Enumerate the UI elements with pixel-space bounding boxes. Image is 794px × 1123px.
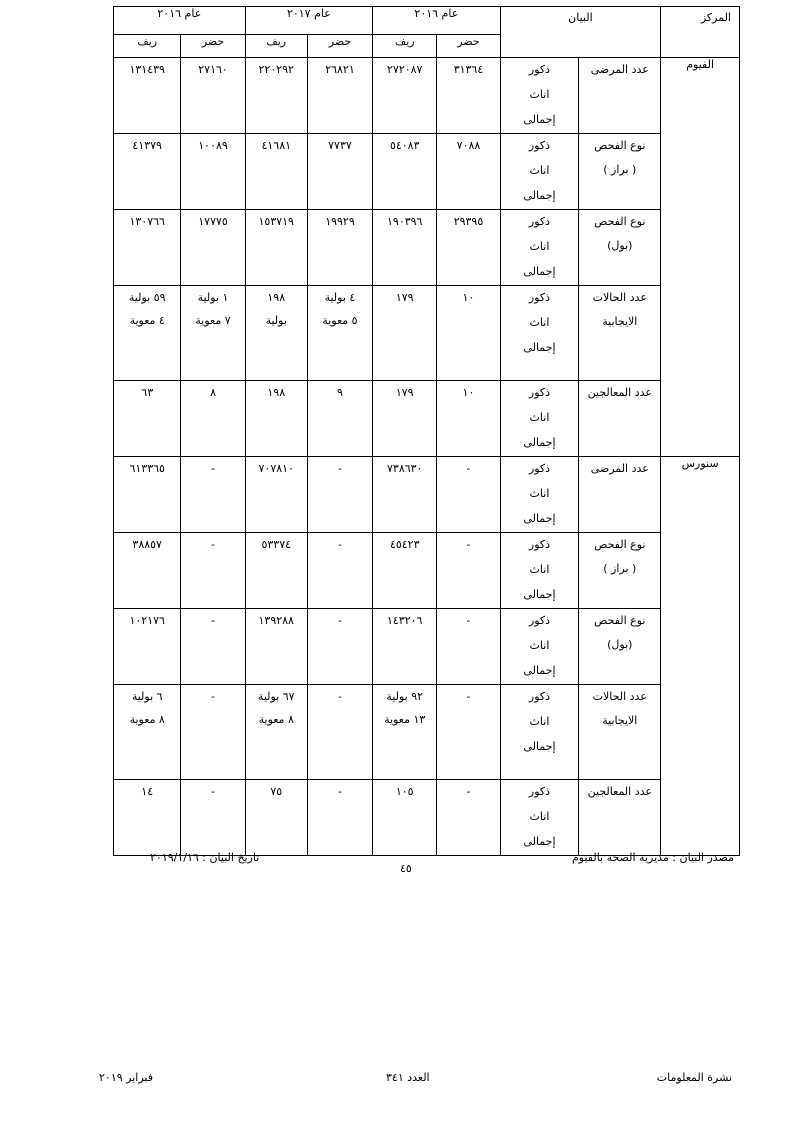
gender-label: ذكور <box>528 139 551 152</box>
value-cell <box>114 134 181 210</box>
gender-label: اناث <box>529 810 550 823</box>
value-line: ٢٩٣٩٥ <box>453 215 484 228</box>
value-cell <box>373 58 437 134</box>
value-line: ٥٩ بولية <box>128 291 166 304</box>
gender-label: اناث <box>529 639 550 652</box>
value-cell <box>245 780 307 856</box>
gender-label: اناث <box>529 88 550 101</box>
table-row <box>114 533 740 609</box>
value-cell <box>181 780 245 856</box>
header-urban: حضر <box>307 35 372 58</box>
value-line: - <box>211 614 216 627</box>
value-line: ٩ <box>337 386 343 399</box>
header-year: عام ٢٠١٧ <box>245 7 372 35</box>
value-line: ٥٣٣٧٤ <box>261 538 292 551</box>
header-year: عام ٢٠١٦ <box>373 7 500 35</box>
value-cell <box>181 457 245 533</box>
value-line: ١٤٣٢٠٦ <box>387 614 423 627</box>
gender-list <box>500 210 579 286</box>
gender-label: إجمالى <box>523 189 556 202</box>
value-line: ١٧٩ <box>395 386 414 399</box>
statement-label <box>579 286 661 381</box>
value-line: - <box>466 462 471 475</box>
value-cell <box>245 533 307 609</box>
value-cell <box>373 381 437 457</box>
value-line: ٧ معوية <box>195 314 231 327</box>
table-row <box>114 685 740 780</box>
bulletin-name: نشرة المعلومات <box>656 1071 732 1084</box>
value-line: ١٩٨ <box>267 386 286 399</box>
value-line: ٤ معوية <box>129 314 165 327</box>
value-cell <box>181 286 245 381</box>
gender-label: إجمالى <box>523 113 556 126</box>
value-cell <box>114 286 181 381</box>
value-cell <box>245 134 307 210</box>
value-line: ٢٧٢٠٨٧ <box>387 63 423 76</box>
value-line: ١٣ معوية <box>384 713 426 726</box>
value-cell <box>437 286 500 381</box>
statement-label-line: عدد المرضى <box>590 462 649 475</box>
value-cell <box>437 685 500 780</box>
header-statement: البيان <box>500 7 661 58</box>
issue-month: فبراير ٢٠١٩ <box>99 1071 153 1084</box>
value-line: ١٩٩٢٩ <box>325 215 355 228</box>
value-line: ١٣٩٢٨٨ <box>258 614 294 627</box>
value-line: ٦ بولية <box>131 690 163 703</box>
value-line: ٧٠٧٨١٠ <box>258 462 294 475</box>
table-row <box>114 381 740 457</box>
value-line: - <box>466 785 471 798</box>
statement-label-line: عدد المعالجين <box>587 785 652 798</box>
gender-label: ذكور <box>528 462 551 475</box>
value-cell <box>307 685 372 780</box>
statement-label-line: الايجابية <box>602 315 638 328</box>
gender-label: إجمالى <box>523 835 556 848</box>
value-line: - <box>211 785 216 798</box>
statement-label <box>579 210 661 286</box>
value-cell <box>373 457 437 533</box>
source-note: مصدر البيان : مديرية الصحة بالفيوم <box>571 851 734 864</box>
value-line: ٥٤٠٨٣ <box>389 139 420 152</box>
value-line: - <box>337 462 342 475</box>
value-cell <box>307 457 372 533</box>
value-line: - <box>466 614 471 627</box>
statement-label-line: عدد الحالات <box>592 291 647 304</box>
header-rural: ريف <box>373 35 437 58</box>
value-cell <box>307 58 372 134</box>
value-cell <box>373 685 437 780</box>
value-cell <box>437 134 500 210</box>
statement-label <box>579 381 661 457</box>
gender-label: اناث <box>529 563 550 576</box>
value-cell <box>307 381 372 457</box>
value-line: ١٧٩ <box>395 291 414 304</box>
value-line: - <box>211 462 216 475</box>
center-name: سنورس <box>661 457 740 856</box>
value-cell <box>181 210 245 286</box>
gender-label: اناث <box>529 487 550 500</box>
gender-list <box>500 457 579 533</box>
gender-label: إجمالى <box>523 740 556 753</box>
value-cell <box>181 685 245 780</box>
value-cell <box>373 533 437 609</box>
value-line: ٧٠٨٨ <box>456 139 481 152</box>
gender-label: ذكور <box>528 690 551 703</box>
table-row <box>114 58 740 134</box>
statement-label <box>579 58 661 134</box>
value-cell <box>373 210 437 286</box>
statement-label-line: ( براز ) <box>603 562 637 575</box>
value-cell <box>181 609 245 685</box>
table-row <box>114 609 740 685</box>
value-line: ١٣٠٧٦٦ <box>129 215 165 228</box>
value-line: - <box>337 690 342 703</box>
value-cell <box>114 533 181 609</box>
header-rural: ريف <box>114 35 181 58</box>
value-line: ٢٢٠٢٩٢ <box>258 63 294 76</box>
value-cell <box>307 134 372 210</box>
value-line: ١٥٣٧١٩ <box>258 215 294 228</box>
value-line: ٤١٣٧٩ <box>132 139 162 152</box>
statement-label-line: الايجابية <box>602 714 638 727</box>
value-line: - <box>337 614 342 627</box>
statement-label-line: نوع الفحص <box>594 215 646 228</box>
value-cell <box>437 210 500 286</box>
value-cell <box>245 609 307 685</box>
gender-list <box>500 780 579 856</box>
gender-label: ذكور <box>528 63 551 76</box>
value-cell <box>245 58 307 134</box>
gender-label: إجمالى <box>523 664 556 677</box>
value-cell <box>307 210 372 286</box>
table-row <box>114 210 740 286</box>
value-cell <box>373 286 437 381</box>
value-line: - <box>337 538 342 551</box>
value-cell <box>437 780 500 856</box>
value-cell <box>114 685 181 780</box>
value-cell <box>437 381 500 457</box>
gender-label: ذكور <box>528 291 551 304</box>
value-line: ٧٧٣٧ <box>328 139 352 152</box>
table-row <box>114 286 740 381</box>
value-line: ١٩٠٣٩٦ <box>387 215 423 228</box>
value-line: ١٧٧٧٥ <box>198 215 228 228</box>
value-line: ١٠ <box>462 291 475 304</box>
header-urban: حضر <box>437 35 500 58</box>
value-cell <box>437 533 500 609</box>
value-line: ٨ معوية <box>258 713 294 726</box>
gender-label: إجمالى <box>523 512 556 525</box>
value-line: - <box>211 690 216 703</box>
value-line: ٩٢ بولية <box>386 690 424 703</box>
gender-list <box>500 381 579 457</box>
value-line: ٦٣ <box>141 386 154 399</box>
value-line: ٤ بولية <box>324 291 356 304</box>
value-line: ٤٥٤٢٣ <box>389 538 420 551</box>
value-line: ٧٣٨٦٣٠ <box>387 462 423 475</box>
value-line: ١٤ <box>141 785 154 798</box>
value-cell <box>114 381 181 457</box>
data-table <box>113 6 740 856</box>
gender-label: ذكور <box>528 614 551 627</box>
value-line: - <box>466 690 471 703</box>
value-line: ٧٥ <box>270 785 283 798</box>
gender-label: اناث <box>529 715 550 728</box>
gender-list <box>500 685 579 780</box>
statement-label-line: عدد المعالجين <box>587 386 652 399</box>
statement-label-line: نوع الفحص <box>594 614 646 627</box>
header-year: عام ٢٠١٦ <box>114 7 246 35</box>
gender-list <box>500 533 579 609</box>
value-line: ٨ <box>210 386 216 399</box>
table-body <box>114 58 740 856</box>
gender-label: اناث <box>529 411 550 424</box>
value-line: ١٩٨ <box>267 291 286 304</box>
value-line: ٦٧ بولية <box>257 690 295 703</box>
gender-label: إجمالى <box>523 436 556 449</box>
statement-label-line: نوع الفحص <box>594 139 646 152</box>
value-cell <box>245 381 307 457</box>
gender-label: ذكور <box>528 538 551 551</box>
gender-list <box>500 134 579 210</box>
statement-label <box>579 134 661 210</box>
gender-label: إجمالى <box>523 265 556 278</box>
page-number: ٤٥ <box>400 862 412 875</box>
value-cell <box>181 381 245 457</box>
table-row <box>114 780 740 856</box>
value-line: ١٠ <box>462 386 475 399</box>
statement-label-line: عدد الحالات <box>592 690 647 703</box>
value-cell <box>114 609 181 685</box>
gender-list <box>500 58 579 134</box>
value-line: ٨ معوية <box>129 713 165 726</box>
gender-list <box>500 609 579 685</box>
value-cell <box>307 286 372 381</box>
value-line: ٤١٦٨١ <box>261 139 292 152</box>
gender-list <box>500 286 579 381</box>
value-cell <box>437 457 500 533</box>
value-cell <box>245 457 307 533</box>
gender-label: ذكور <box>528 785 551 798</box>
statement-label <box>579 685 661 780</box>
statement-label-line: ( براز ) <box>603 163 637 176</box>
value-cell <box>245 210 307 286</box>
value-cell <box>114 58 181 134</box>
value-line: ١ بولية <box>197 291 229 304</box>
value-cell <box>181 58 245 134</box>
value-cell <box>373 609 437 685</box>
value-line: ٣١٣٦٤ <box>453 63 484 76</box>
statement-label <box>579 609 661 685</box>
header-rural: ريف <box>245 35 307 58</box>
statement-label <box>579 780 661 856</box>
table-row <box>114 457 740 533</box>
gender-label: اناث <box>529 316 550 329</box>
value-line: ٦١٣٣٦٥ <box>129 462 165 475</box>
value-cell <box>245 286 307 381</box>
header-center: المركز <box>661 7 740 58</box>
value-line: ٢٦٨٢١ <box>325 63 355 76</box>
value-cell <box>307 609 372 685</box>
gender-label: إجمالى <box>523 341 556 354</box>
gender-label: إجمالى <box>523 588 556 601</box>
value-cell <box>114 780 181 856</box>
date-note: تاريخ البيان : ٢٠١٩/١/١٦ <box>150 851 260 864</box>
value-line: ٢٧١٦٠ <box>198 63 228 76</box>
value-line: - <box>466 538 471 551</box>
value-cell <box>181 134 245 210</box>
value-line: - <box>211 538 216 551</box>
table-row <box>114 134 740 210</box>
value-line: ١٣١٤٣٩ <box>129 63 165 76</box>
value-cell <box>437 609 500 685</box>
statement-label-line: نوع الفحص <box>594 538 646 551</box>
value-cell <box>307 780 372 856</box>
statement-label <box>579 533 661 609</box>
center-name: الفيوم <box>661 58 740 457</box>
gender-label: ذكور <box>528 215 551 228</box>
value-line: بولية <box>265 314 287 327</box>
value-line: ٥ معوية <box>322 314 358 327</box>
value-cell <box>373 780 437 856</box>
gender-label: ذكور <box>528 386 551 399</box>
value-cell <box>181 533 245 609</box>
value-line: ٣٨٨٥٧ <box>132 538 162 551</box>
value-cell <box>245 685 307 780</box>
value-line: - <box>337 785 342 798</box>
header-urban: حضر <box>181 35 245 58</box>
value-cell <box>373 134 437 210</box>
value-cell <box>437 58 500 134</box>
value-line: ١٠٥ <box>395 785 414 798</box>
issue-number: العدد ٣٤١ <box>386 1071 430 1084</box>
statement-label <box>579 457 661 533</box>
value-cell <box>114 210 181 286</box>
statement-label-line: (بول) <box>607 239 633 252</box>
value-cell <box>114 457 181 533</box>
gender-label: اناث <box>529 164 550 177</box>
value-line: ١٠٠٨٩ <box>198 139 228 152</box>
statement-label-line: عدد المرضى <box>590 63 649 76</box>
value-cell <box>307 533 372 609</box>
gender-label: اناث <box>529 240 550 253</box>
statement-label-line: (بول) <box>607 638 633 651</box>
value-line: ١٠٢١٧٦ <box>129 614 165 627</box>
